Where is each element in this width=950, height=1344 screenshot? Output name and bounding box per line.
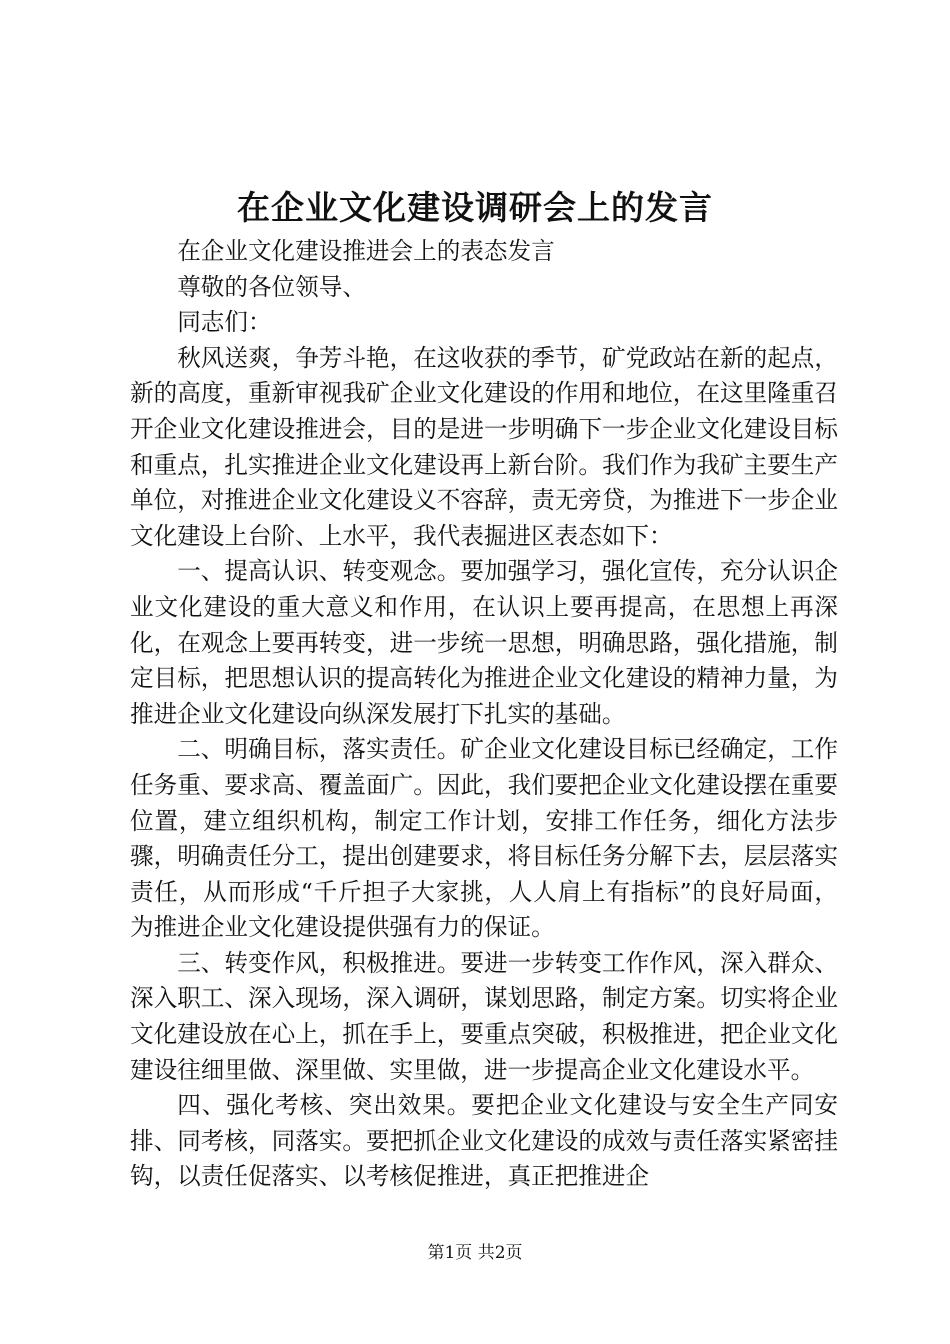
paragraph-salutation-1: 尊敬的各位领导、 <box>177 272 366 301</box>
page-footer: 第1页 共2页 <box>427 1243 523 1263</box>
paragraph-point-1: 一、提高认识、转变观念。要加强学习，强化宣传，充分认识企业文化建设的重大意义和作用，在认识上要再提高，在思想上再深化，在观念上要再转变，进一步统一思想，明确思路，强化措施，制定目标，把思想认识的提高转化为推进企业文化建设的精神力量，为推进企业文化建设向纵深发展打下扎实的基础。 <box>130 557 838 728</box>
document-body <box>130 234 838 1195</box>
paragraph-subtitle: 在企业文化建设推进会上的表态发言 <box>177 237 555 265</box>
paragraph-salutation-2: 同志们： <box>177 308 272 337</box>
document-title: 在企业文化建设调研会上的发言 <box>237 188 713 227</box>
paragraph-point-4: 四、强化考核、突出效果。要把企业文化建设与安全生产同安排、同考核，同落实。要把抓企业文化建设的成效与责任落实紧密挂钩，以责任促落实、以考核促推进，真正把推进企 <box>130 1091 838 1191</box>
paragraph-intro: 秋风送爽，争芳斗艳，在这收获的季节，矿党政站在新的起点，新的高度，重新审视我矿企业文化建设的作用和地位，在这里隆重召开企业文化建设推进会，目的是进一步明确下一步企业文化建设目标和重点，扎实推进企业文化建设再上新台阶。我们作为我矿主要生产单位，对推进企业文化建设义不容辞，责无旁贷，为推进下一步企业文化建设上台阶、上水平，我代表掘进区表态如下： <box>130 343 838 550</box>
paragraph-point-3: 三、转变作风，积极推进。要进一步转变工作作风，深入群众、深入职工、深入现场，深入调研，谋划思路，制定方案。切实将企业文化建设放在心上，抓在手上，要重点突破，积极推进，把企业文化建设往细里做、深里做、实里做，进一步提高企业文化建设水平。 <box>130 948 838 1084</box>
paragraph-point-2: 二、明确目标，落实责任。矿企业文化建设目标已经确定，工作任务重、要求高、覆盖面广。因此，我们要把企业文化建设摆在重要位置，建立组织机构，制定工作计划，安排工作任务，细化方法步骤，明确责任分工，提出创建要求，将目标任务分解下去，层层落实责任，从而形成“千斤担子大家挑，人人肩上有指标”的良好局面，为推进企业文化建设提供强有力的保证。 <box>130 735 838 942</box>
